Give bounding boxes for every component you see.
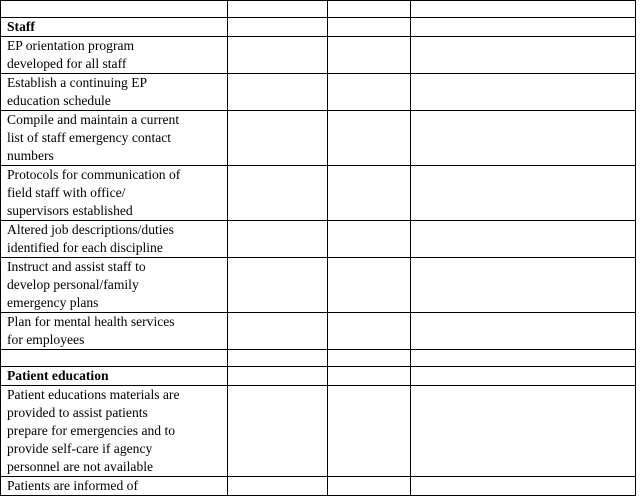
item-label: Compile and maintain a current list of staff emergency contact numbers (7, 112, 180, 163)
check-cell (327, 1, 411, 18)
notes-cell (411, 477, 636, 496)
item-label: Instruct and assist staff to develop personal/family emergency plans (7, 259, 146, 310)
check-cell (327, 313, 411, 350)
item-cell (1, 221, 228, 258)
item-label: Protocols for communication of field staff with office/ supervisors established (7, 167, 181, 218)
check-cell (327, 37, 411, 74)
table-row (1, 313, 636, 350)
table-row (1, 221, 636, 258)
item-cell (1, 1, 228, 18)
check-cell (227, 166, 327, 221)
notes-cell (411, 221, 636, 258)
check-cell (227, 350, 327, 367)
check-cell (227, 1, 327, 18)
check-cell (327, 386, 411, 477)
notes-cell (411, 367, 636, 386)
item-cell (1, 258, 228, 313)
item-label: EP orientation program developed for all staff (7, 38, 135, 71)
item-cell (1, 166, 228, 221)
notes-cell (411, 386, 636, 477)
check-cell (227, 18, 327, 37)
section-title: Staff (1, 18, 228, 37)
table-row (1, 37, 636, 74)
notes-cell (411, 166, 636, 221)
item-label: Establish a continuing EP education schedule (7, 75, 148, 108)
section-title: Patient education (1, 367, 228, 386)
notes-cell (411, 1, 636, 18)
check-cell (327, 221, 411, 258)
table-row (1, 74, 636, 111)
item-label: Altered job descriptions/duties identified for each discipline (7, 222, 174, 255)
check-cell (327, 74, 411, 111)
item-cell (1, 477, 228, 496)
check-cell (227, 386, 327, 477)
item-cell (1, 350, 228, 367)
check-cell (327, 111, 411, 166)
check-cell (227, 221, 327, 258)
item-label: Patients are informed of (7, 478, 138, 493)
check-cell (227, 74, 327, 111)
check-cell (327, 350, 411, 367)
blank-row (1, 350, 636, 367)
check-cell (327, 18, 411, 37)
check-cell (327, 367, 411, 386)
section-header-patient-education (1, 367, 636, 386)
blank-row (1, 1, 636, 18)
notes-cell (411, 111, 636, 166)
item-cell (1, 313, 228, 350)
item-cell (1, 37, 228, 74)
check-cell (227, 367, 327, 386)
notes-cell (411, 18, 636, 37)
item-cell (1, 386, 228, 477)
notes-cell (411, 37, 636, 74)
check-cell (327, 477, 411, 496)
item-cell (1, 74, 228, 111)
notes-cell (411, 74, 636, 111)
check-cell (327, 258, 411, 313)
check-cell (227, 313, 327, 350)
table-row (1, 111, 636, 166)
table-row (1, 477, 636, 496)
notes-cell (411, 313, 636, 350)
check-cell (227, 37, 327, 74)
check-cell (227, 477, 327, 496)
notes-cell (411, 350, 636, 367)
item-label: Plan for mental health services for employees (7, 314, 175, 347)
check-cell (227, 258, 327, 313)
item-label: Patient educations materials are provided to assist patients prepare for emergencies and to provide self-care if agency personnel are not available (7, 387, 180, 474)
notes-cell (411, 258, 636, 313)
table-row (1, 258, 636, 313)
check-cell (227, 111, 327, 166)
item-cell (1, 111, 228, 166)
table-row (1, 386, 636, 477)
check-cell (327, 166, 411, 221)
table-row (1, 166, 636, 221)
section-header-staff (1, 18, 636, 37)
